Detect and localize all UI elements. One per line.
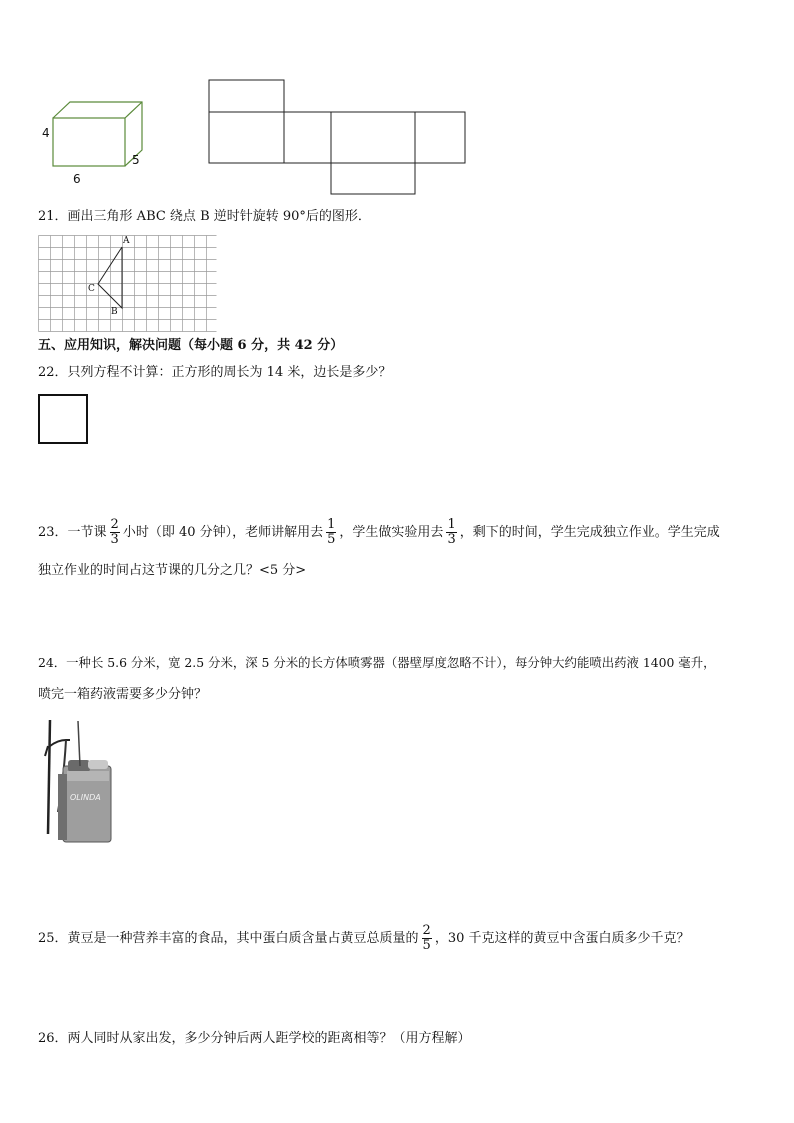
fraction-two-fifths: $\frac{2}{5}$ — [422, 923, 431, 953]
fraction-two-thirds: $\frac{2}{3}$ — [110, 517, 119, 547]
question-23-line-1: 23．一节课 $\frac{2}{3}$ 小时（即 40 分钟），老师讲解用去 $\frac{1}{5}$ ，学生做实验用去 $\frac{1}{3}$ ，剩下的时间，学生完成独立作业。学生完成 — [38, 517, 720, 547]
cuboid-figure — [40, 98, 150, 188]
question-25: 25．黄豆是一种营养丰富的食品，其中蛋白质含量占黄豆总质量的 $\frac{2}{5}$ ，30 千克这样的黄豆中含蛋白质多少千克？ — [38, 923, 690, 953]
question-22: 22．只列方程不计算：正方形的周长为 14 米，边长是多少？ — [38, 365, 392, 380]
triangle-grid-figure — [38, 235, 218, 333]
question-26: 26．两人同时从家出发，多少分钟后两人距学校的距离相等？（用方程解） — [38, 1031, 471, 1046]
triangle-label-a: A — [123, 236, 130, 246]
square-figure — [38, 394, 88, 444]
triangle-label-c: C — [88, 284, 95, 294]
question-23-line-2: 独立作业的时间占这节课的几分之几？<5 分> — [38, 563, 307, 578]
triangle-label-b: B — [111, 307, 118, 317]
cuboid-depth-label: 5 — [132, 153, 140, 167]
section-5-title: 五、应用知识，解决问题（每小题 6 分，共 42 分） — [38, 338, 344, 353]
question-21: 21．画出三角形 ABC 绕点 B 逆时针旋转 90°后的图形． — [38, 209, 371, 224]
fraction-one-third: $\frac{1}{3}$ — [447, 517, 456, 547]
cuboid-height-label: 4 — [42, 126, 50, 140]
cuboid-width-label: 6 — [73, 172, 81, 186]
question-24-line-1: 24．一种长 5.6 分米，宽 2.5 分米，深 5 分米的长方体喷雾器（器壁厚度忽略不计），每分钟大约能喷出药液 1400 毫升， — [38, 655, 716, 670]
question-24-line-2: 喷完一箱药液需要多少分钟？ — [38, 687, 208, 702]
sprayer-image — [38, 716, 118, 844]
sprayer-brand-label: OLINDA — [70, 793, 101, 802]
cuboid-net-figure — [208, 79, 468, 197]
fraction-one-fifth: $\frac{1}{5}$ — [327, 517, 336, 547]
